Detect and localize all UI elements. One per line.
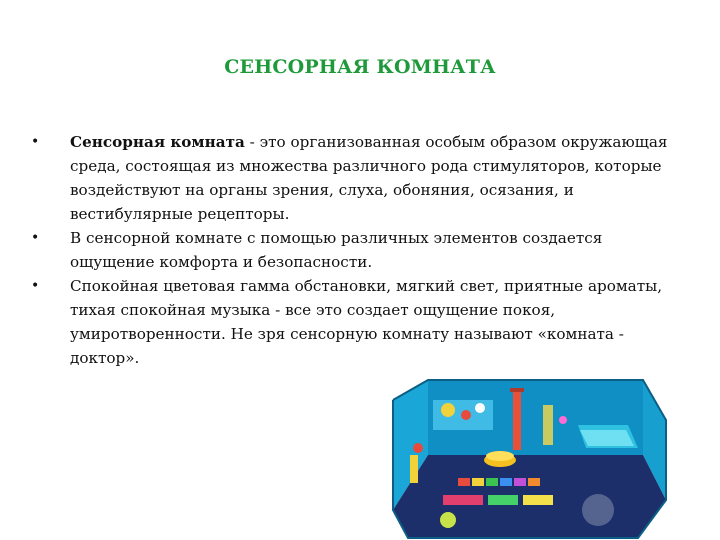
bullet-icon: • — [31, 134, 40, 150]
decor-ball — [461, 410, 471, 420]
bubble-tube-cap — [510, 388, 524, 392]
bullet-term: Сенсорная комната — [70, 133, 245, 151]
floor-mat — [458, 478, 470, 486]
bubble-tube — [513, 390, 521, 450]
decor-sun — [441, 403, 455, 417]
floor-mat — [488, 495, 518, 505]
bullet-item — [30, 274, 670, 370]
bullet-icon: • — [31, 230, 40, 246]
decor-ball — [475, 403, 485, 413]
floor-mat — [500, 478, 512, 486]
sensory-room-illustration — [388, 360, 668, 540]
bullet-text: В сенсорной комнате с помощью различных элементов создается ощущение комфорта и безопасности. — [70, 229, 603, 271]
yellow-pouf-top — [486, 451, 514, 461]
floor-mat — [523, 495, 553, 505]
side-toy — [410, 455, 418, 483]
bullet-text: Спокойная цветовая гамма обстановки, мягкий свет, приятные ароматы, тихая спокойная музыка - все это создает ощущение покоя, умиротворенности. Не зря сенсорную комнату называют «комната - доктор». — [70, 277, 663, 367]
side-toy-ball — [413, 443, 423, 453]
bullet-item — [30, 130, 670, 226]
floor-disk — [440, 512, 456, 528]
floor-mat — [486, 478, 498, 486]
floor-mat — [514, 478, 526, 486]
light-column — [543, 405, 553, 445]
floor-mat — [528, 478, 540, 486]
floor-disk — [582, 494, 614, 526]
floor-mat — [443, 495, 483, 505]
bullet-text: - это организованная особым образом окружающая среда, состоящая из множества различного рода стимуляторов, которые воздействуют на органы зрения, слуха, обоняния, осязания, и вестибулярные рецепторы. — [70, 133, 668, 223]
water-bed-surface — [580, 430, 634, 446]
slide-title: СЕНСОРНАЯ КОМНАТА — [224, 56, 496, 78]
bullet-item — [30, 226, 670, 274]
bullet-list — [30, 130, 670, 370]
floor-mat — [472, 478, 484, 486]
decor-light — [559, 416, 567, 424]
bullet-icon: • — [31, 278, 40, 294]
